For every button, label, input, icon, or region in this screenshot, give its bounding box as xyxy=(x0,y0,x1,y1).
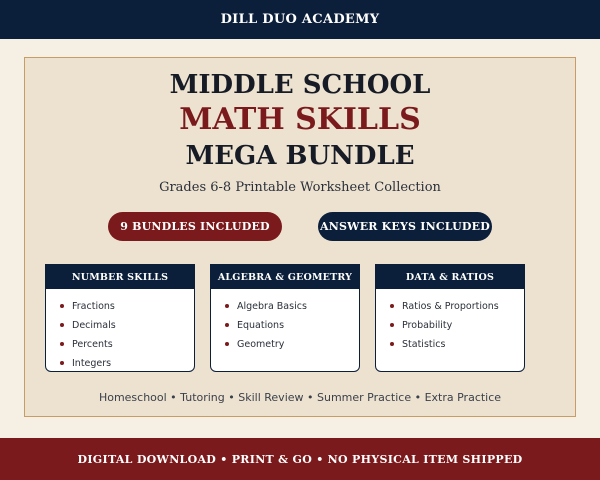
title-line-1: MIDDLE SCHOOL xyxy=(169,70,431,100)
bundles-badge xyxy=(108,212,282,241)
title-line-2: MATH SKILLS xyxy=(179,102,421,137)
card-number-skills xyxy=(45,264,195,372)
list-item: Algebra Basics xyxy=(225,301,359,320)
footer-notice: DIGITAL DOWNLOAD • PRINT & GO • NO PHYSICAL ITEM SHIPPED xyxy=(77,452,523,466)
skill-list xyxy=(211,289,359,358)
tagline: Homeschool • Tutoring • Skill Review • Summer Practice • Extra Practice xyxy=(98,391,502,404)
list-item: Equations xyxy=(225,320,359,339)
list-item: Ratios & Proportions xyxy=(390,301,524,320)
bottom-banner xyxy=(0,438,600,480)
card-data-ratios xyxy=(375,264,525,372)
skill-list xyxy=(46,289,194,372)
bundles-badge-label: 9 BUNDLES INCLUDED xyxy=(120,220,270,233)
brand-name: DILL DUO ACADEMY xyxy=(220,12,380,27)
list-item: Percents xyxy=(60,339,194,358)
card-title: DATA & RATIOS xyxy=(376,265,524,289)
answer-keys-badge-label: ANSWER KEYS INCLUDED xyxy=(320,220,490,233)
list-item: Geometry xyxy=(225,339,359,358)
top-banner xyxy=(0,0,600,39)
list-item: Integers xyxy=(60,358,194,372)
list-item: Probability xyxy=(390,320,524,339)
list-item: Fractions xyxy=(60,301,194,320)
subtitle: Grades 6-8 Printable Worksheet Collection xyxy=(159,180,441,195)
list-item: Decimals xyxy=(60,320,194,339)
list-item: Statistics xyxy=(390,339,524,358)
skill-list xyxy=(376,289,524,358)
card-title: ALGEBRA & GEOMETRY xyxy=(211,265,359,289)
answer-keys-badge xyxy=(318,212,492,241)
card-title: NUMBER SKILLS xyxy=(46,265,194,289)
title-line-3: MEGA BUNDLE xyxy=(185,141,415,171)
card-algebra-geometry xyxy=(210,264,360,372)
